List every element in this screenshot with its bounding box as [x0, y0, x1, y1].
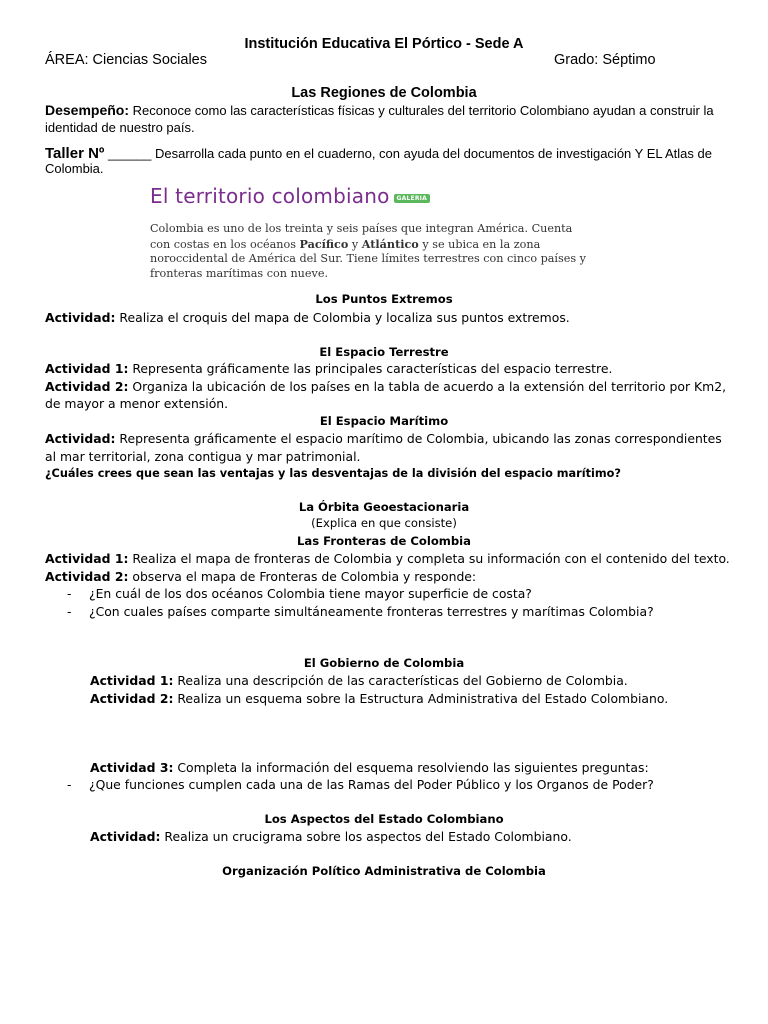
activity-text: Realiza el mapa de fronteras de Colombia y completa su información con el contenido del texto. [128, 551, 730, 566]
intro-bold-pacifico: Pacífico [299, 236, 349, 251]
activity-text: observa el mapa de Fronteras de Colombia y responde: [128, 568, 477, 584]
intro-text [150, 222, 595, 281]
grade-label: Grado: Séptimo [554, 52, 656, 68]
section-title-aspectos: Los Aspectos del Estado Colombiano [264, 812, 504, 826]
taller-paragraph [45, 146, 725, 176]
terrestre-activity-2 [45, 378, 735, 413]
maritimo-question: ¿Cuáles crees que sean las ventajas y las desventajas de la división del espacio marítimo? [45, 467, 621, 481]
fronteras-activities [45, 550, 735, 620]
intro-text-part: Colombia es uno de los treinta y seis países que integran América. Cuenta con costas en los océanos [150, 222, 573, 251]
section-title-gobierno: El Gobierno de Colombia [303, 656, 465, 670]
intro-box [150, 184, 600, 281]
gobierno-questions [45, 776, 735, 794]
orbita-subtitle: (Explica en que consiste) [311, 516, 457, 530]
desempeno-paragraph [45, 102, 725, 136]
puntos-activity [45, 309, 735, 327]
activity-text: Realiza un esquema sobre la Estructura Administrativa del Estado Colombiano. [173, 690, 669, 706]
terrestre-activity-1 [45, 360, 735, 378]
section-title-puntos: Los Puntos Extremos [315, 292, 453, 306]
activity-label: Actividad 1: [90, 673, 174, 688]
intro-heading-row [150, 184, 600, 208]
activity-label: Actividad: [90, 829, 161, 844]
activity-label: Actividad 2: [45, 378, 129, 394]
terrestre-activities [45, 360, 735, 413]
list-item: - ¿Con cuales países comparte simultáneamente fronteras terrestres y marítimas Colombia? [45, 603, 735, 621]
intro-text-part: y [348, 237, 362, 251]
taller-text: Desarrolla cada punto en el cuaderno, con ayuda del documentos de investigación Y EL Atlas de Colombia. [45, 146, 712, 176]
activity-text: Realiza un crucigrama sobre los aspectos del Estado Colombiano. [160, 829, 572, 844]
activity-text: Representa gráficamente las principales características del espacio terrestre. [128, 361, 613, 376]
activity-label: Actividad 3: [90, 760, 174, 775]
section-title-maritimo: El Espacio Marítimo [319, 414, 449, 428]
gallery-badge: GALERIA [394, 194, 430, 203]
activity-text: Realiza el croquis del mapa de Colombia y localiza sus puntos extremos. [115, 310, 570, 325]
page-title: Las Regiones de Colombia [291, 85, 477, 101]
intro-heading: El territorio colombiano [150, 184, 390, 208]
activity-label: Actividad 2: [90, 690, 174, 706]
activity-label: Actividad 1: [45, 551, 129, 566]
activity-text: Realiza una descripción de las características del Gobierno de Colombia. [173, 673, 628, 688]
list-item: - ¿En cuál de los dos océanos Colombia tiene mayor superficie de costa? [45, 585, 735, 603]
institution-name: Institución Educativa El Pórtico - Sede A [244, 36, 524, 52]
gobierno-activities [90, 672, 735, 707]
activity-text: Organiza la ubicación de los países en la tabla de acuerdo a la extensión del territorio por Km2, de mayor a menor extensión. [45, 378, 727, 412]
maritimo-activity-1 [45, 430, 735, 465]
section-title-organizacion: Organización Político Administrativa de Colombia [222, 864, 546, 878]
activity-label: Actividad 1: [45, 361, 129, 376]
activity-label: Actividad 2: [45, 568, 129, 584]
fronteras-questions [45, 585, 735, 620]
maritimo-activity [45, 430, 735, 483]
desempeno-text: Reconoce como las características físicas y culturales del territorio Colombiano ayudan a construir la identidad de nuestro país. [45, 103, 714, 135]
gobierno-activity-1 [90, 672, 735, 690]
section-title-terrestre: El Espacio Terrestre [319, 345, 449, 359]
intro-bold-atlantico: Atlántico [361, 236, 419, 251]
activity-text: Representa gráficamente el espacio marítimo de Colombia, ubicando las zonas correspondientes al mar territorial, zona contigua y mar patrimonial. [45, 431, 722, 464]
taller-label: Taller Nº [45, 145, 105, 162]
intro-text-part: y se ubica en la zona noroccidental de América del Sur. Tiene límites terrestres con cinco países y fronteras marítimas con nueve. [150, 237, 586, 280]
taller-blank: ______ [108, 146, 152, 161]
gobierno-question-list [45, 776, 735, 794]
activity-text: Completa la información del esquema resolviendo las siguientes preguntas: [173, 760, 649, 775]
fronteras-activity-2 [45, 568, 735, 586]
desempeno-label: Desempeño: [45, 102, 130, 118]
activity-label: Actividad: [45, 310, 116, 325]
aspectos-activity [90, 828, 735, 846]
section-title-fronteras: Las Fronteras de Colombia [297, 534, 471, 548]
section-title-orbita: La Órbita Geoestacionaria [298, 500, 470, 514]
list-item: - ¿Que funciones cumplen cada una de las Ramas del Poder Público y los Organos de Poder? [45, 776, 735, 794]
fronteras-activity-1 [45, 550, 735, 568]
gobierno-activity-3 [90, 759, 735, 777]
area-label: ÁREA: Ciencias Sociales [45, 52, 207, 68]
gobierno-activity-2 [90, 690, 735, 708]
activity-label: Actividad: [45, 431, 116, 446]
